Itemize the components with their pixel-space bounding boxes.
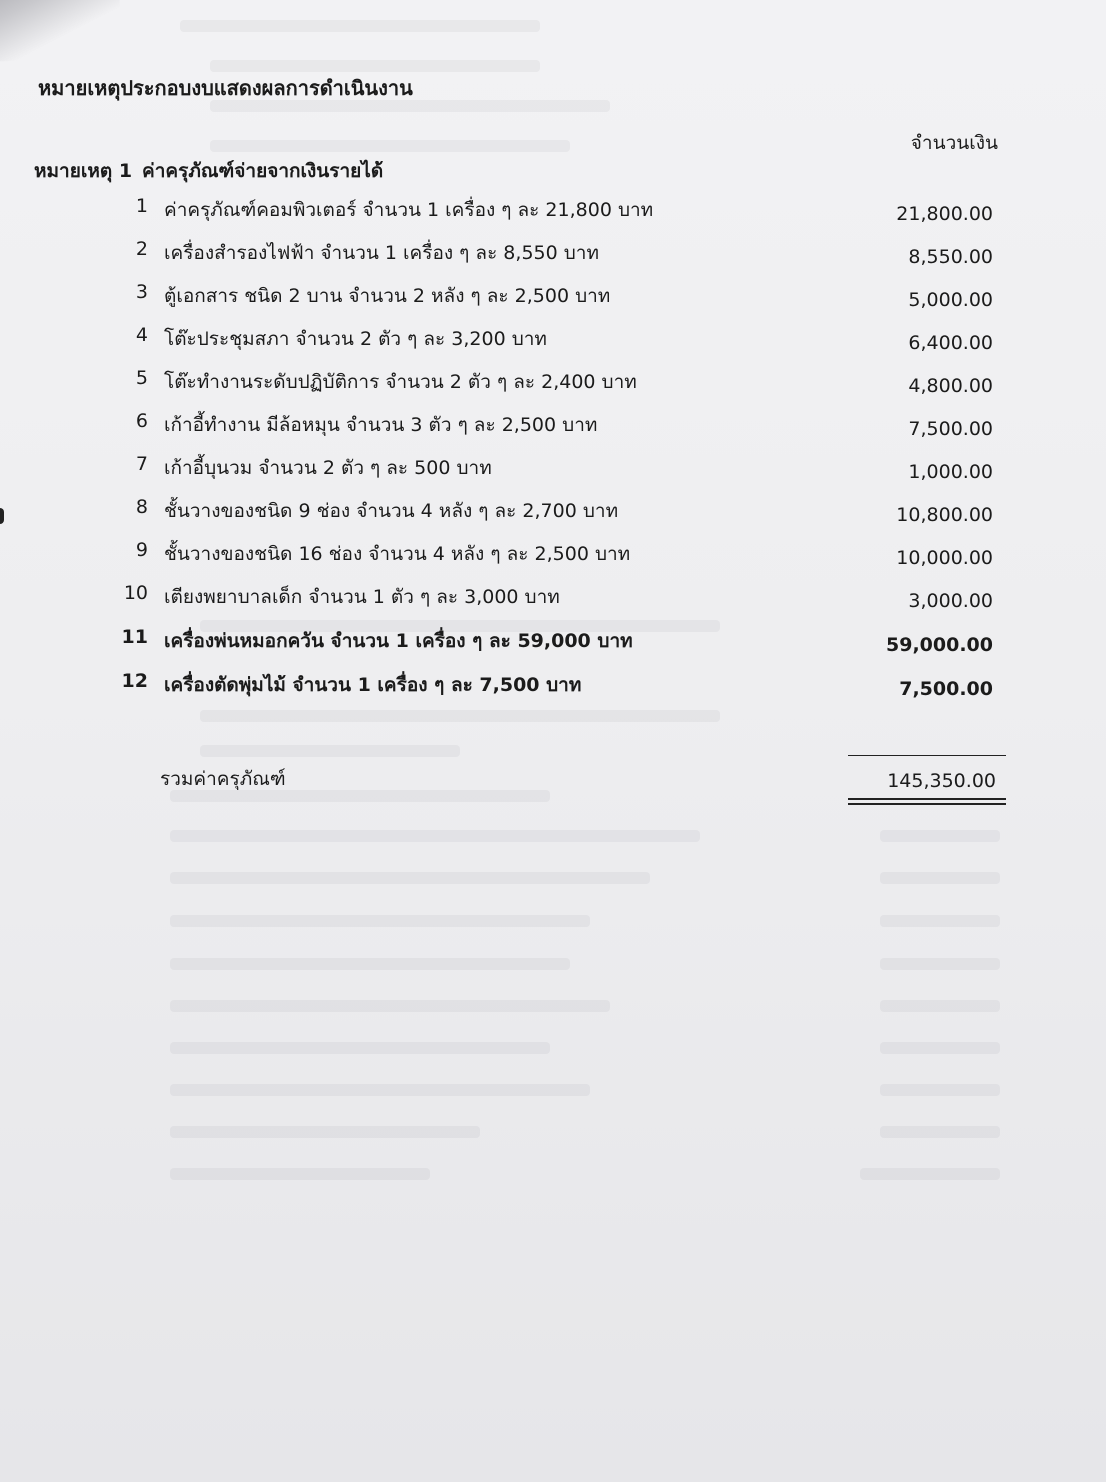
page-corner-shadow [0, 0, 122, 63]
item-description: เก้าอี้บุนวม จำนวน 2 ตัว ๆ ละ 500 บาท [164, 457, 492, 479]
item-number: 1 [135, 195, 148, 217]
list-item [118, 453, 998, 487]
item-description: โต๊ะประชุมสภา จำนวน 2 ตัว ๆ ละ 3,200 บาท [164, 328, 547, 350]
item-description: เตียงพยาบาลเด็ก จำนวน 1 ตัว ๆ ละ 3,000 บาท [164, 586, 560, 608]
item-amount: 21,800.00 [896, 203, 993, 225]
item-number: 10 [123, 582, 148, 604]
list-item [118, 670, 998, 704]
item-description: ค่าครุภัณฑ์คอมพิวเตอร์ จำนวน 1 เครื่อง ๆ ละ 21,800 บาท [164, 199, 654, 221]
note-name: ค่าครุภัณฑ์จ่ายจากเงินรายได้ [142, 160, 384, 182]
item-amount: 4,800.00 [908, 375, 993, 397]
item-amount: 8,550.00 [908, 246, 993, 268]
total-label: รวมค่าครุภัณฑ์ [160, 768, 286, 790]
item-description: ชั้นวางของชนิด 9 ช่อง จำนวน 4 หลัง ๆ ละ 2,700 บาท [164, 500, 619, 522]
list-item [118, 238, 998, 272]
note-label: หมายเหตุ 1 [34, 160, 133, 182]
note-title [34, 156, 393, 186]
item-description: ชั้นวางของชนิด 16 ช่อง จำนวน 4 หลัง ๆ ละ 2,500 บาท [164, 543, 631, 565]
list-item [118, 281, 998, 315]
item-description: เก้าอี้ทำงาน มีล้อหมุน จำนวน 3 ตัว ๆ ละ 2,500 บาท [164, 414, 598, 436]
item-amount: 3,000.00 [908, 590, 993, 612]
item-description: โต๊ะทำงานระดับปฏิบัติการ จำนวน 2 ตัว ๆ ละ 2,400 บาท [164, 371, 637, 393]
list-item [118, 626, 998, 660]
list-item [118, 539, 998, 573]
total-double-underline [848, 798, 1006, 805]
item-description: เครื่องสำรองไฟฟ้า จำนวน 1 เครื่อง ๆ ละ 8,550 บาท [164, 242, 599, 264]
item-number: 5 [135, 367, 148, 389]
item-description: ตู้เอกสาร ชนิด 2 บาน จำนวน 2 หลัง ๆ ละ 2,500 บาท [164, 285, 611, 307]
item-number: 2 [135, 238, 148, 260]
item-amount: 10,800.00 [896, 504, 993, 526]
item-number: 4 [135, 324, 148, 346]
list-item [118, 367, 998, 401]
item-number: 8 [135, 496, 148, 518]
total-amount: 145,350.00 [887, 770, 996, 792]
item-amount: 6,400.00 [908, 332, 993, 354]
item-amount: 7,500.00 [899, 678, 993, 700]
subtotal-rule [848, 755, 1006, 756]
item-number: 11 [121, 626, 148, 648]
item-amount: 10,000.00 [896, 547, 993, 569]
item-amount: 59,000.00 [886, 634, 993, 656]
list-item [118, 324, 998, 358]
item-amount: 7,500.00 [908, 418, 993, 440]
item-amount: 5,000.00 [908, 289, 993, 311]
item-description: เครื่องตัดพุ่มไม้ จำนวน 1 เครื่อง ๆ ละ 7,500 บาท [164, 674, 582, 696]
binder-hole-mark [0, 508, 4, 524]
item-number: 9 [135, 539, 148, 561]
list-item [118, 410, 998, 444]
item-number: 7 [135, 453, 148, 475]
list-item [118, 195, 998, 229]
amount-column-header: จำนวนเงิน [910, 132, 998, 154]
item-amount: 1,000.00 [908, 461, 993, 483]
item-number: 3 [135, 281, 148, 303]
item-description: เครื่องพ่นหมอกควัน จำนวน 1 เครื่อง ๆ ละ 59,000 บาท [164, 630, 633, 652]
document-heading: หมายเหตุประกอบงบแสดงผลการดำเนินงาน [38, 76, 413, 100]
item-number: 6 [135, 410, 148, 432]
list-item [118, 582, 998, 616]
list-item [118, 496, 998, 530]
item-number: 12 [121, 670, 148, 692]
